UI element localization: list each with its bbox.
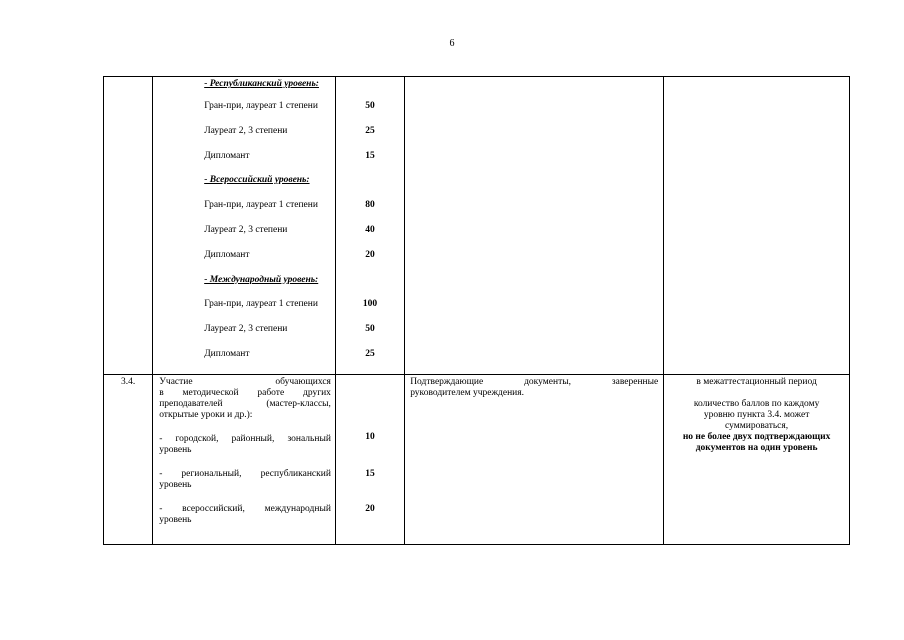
- points-cell: [335, 374, 404, 544]
- period-note: в межаттестационный период: [696, 376, 817, 387]
- award-label: Дипломант: [204, 249, 250, 260]
- level-points: 20: [365, 503, 375, 514]
- award-label: Дипломант: [204, 150, 250, 161]
- points-cell: [335, 77, 404, 375]
- documents-line: Подтверждающие документы, заверенные: [410, 376, 659, 387]
- documents-cell: [405, 374, 664, 544]
- documents-line: руководителем учреждения.: [410, 387, 524, 398]
- award-label: Гран-при, лауреат 1 степени: [204, 101, 318, 111]
- limit-note-line: документов на один уровень: [695, 442, 818, 453]
- level-line: уровень: [159, 479, 192, 490]
- level-line: уровень: [159, 444, 192, 455]
- award-label: Лауреат 2, 3 степени: [204, 324, 288, 335]
- level-line: - всероссийский, международный: [159, 503, 331, 514]
- sum-note-line: уровню пункта 3.4. может: [703, 409, 810, 420]
- criteria-cell: [153, 77, 336, 375]
- documents-cell: [405, 77, 664, 375]
- award-points: 25: [365, 125, 375, 136]
- notes-cell: [664, 77, 850, 375]
- award-points: 100: [362, 299, 378, 310]
- level-heading: - Республиканский уровень:: [204, 79, 319, 89]
- sum-note-line: количество баллов по каждому: [693, 398, 820, 409]
- award-points: 15: [365, 150, 375, 161]
- level-points: 10: [365, 431, 375, 442]
- criteria-cell: [153, 374, 336, 544]
- criteria-title-line: открытые уроки и др.):: [159, 409, 253, 420]
- item-number-text: 3.4.: [120, 376, 136, 387]
- award-points: 80: [365, 200, 375, 211]
- award-label: Лауреат 2, 3 степени: [204, 125, 288, 136]
- criteria-title-line: преподавателей (мастер-классы,: [159, 398, 331, 409]
- award-label: Гран-при, лауреат 1 степени: [204, 200, 318, 211]
- number-cell: [104, 77, 153, 375]
- criteria-title-line: в методической работе других: [159, 387, 331, 398]
- item-number: [104, 374, 153, 544]
- award-label: Лауреат 2, 3 степени: [204, 224, 288, 235]
- award-label: Гран-при, лауреат 1 степени: [204, 299, 318, 310]
- criteria-title-line: Участие обучающихся: [159, 376, 331, 387]
- award-points: 25: [365, 348, 375, 359]
- award-points: 40: [365, 224, 375, 235]
- award-points: 50: [365, 101, 375, 111]
- level-heading: - Всероссийский уровень:: [204, 175, 310, 186]
- level-points: 15: [365, 468, 375, 479]
- award-points: 50: [365, 324, 375, 335]
- award-levels-table: [103, 76, 850, 545]
- award-points: 20: [365, 249, 375, 260]
- level-heading: - Международный уровень:: [204, 274, 319, 285]
- level-line: - городской, районный, зональный: [159, 433, 331, 444]
- level-line: - региональный, республиканский: [159, 468, 331, 479]
- table-row-3-4: [104, 374, 850, 544]
- table-row-awards: [104, 77, 850, 375]
- notes-cell: [664, 374, 850, 544]
- level-line: уровень: [159, 514, 192, 525]
- limit-note-line: но не более двух подтверждающих: [682, 431, 831, 442]
- sum-note-line: суммироваться,: [725, 420, 789, 431]
- page-number: 6: [449, 38, 455, 49]
- award-label: Дипломант: [204, 348, 250, 359]
